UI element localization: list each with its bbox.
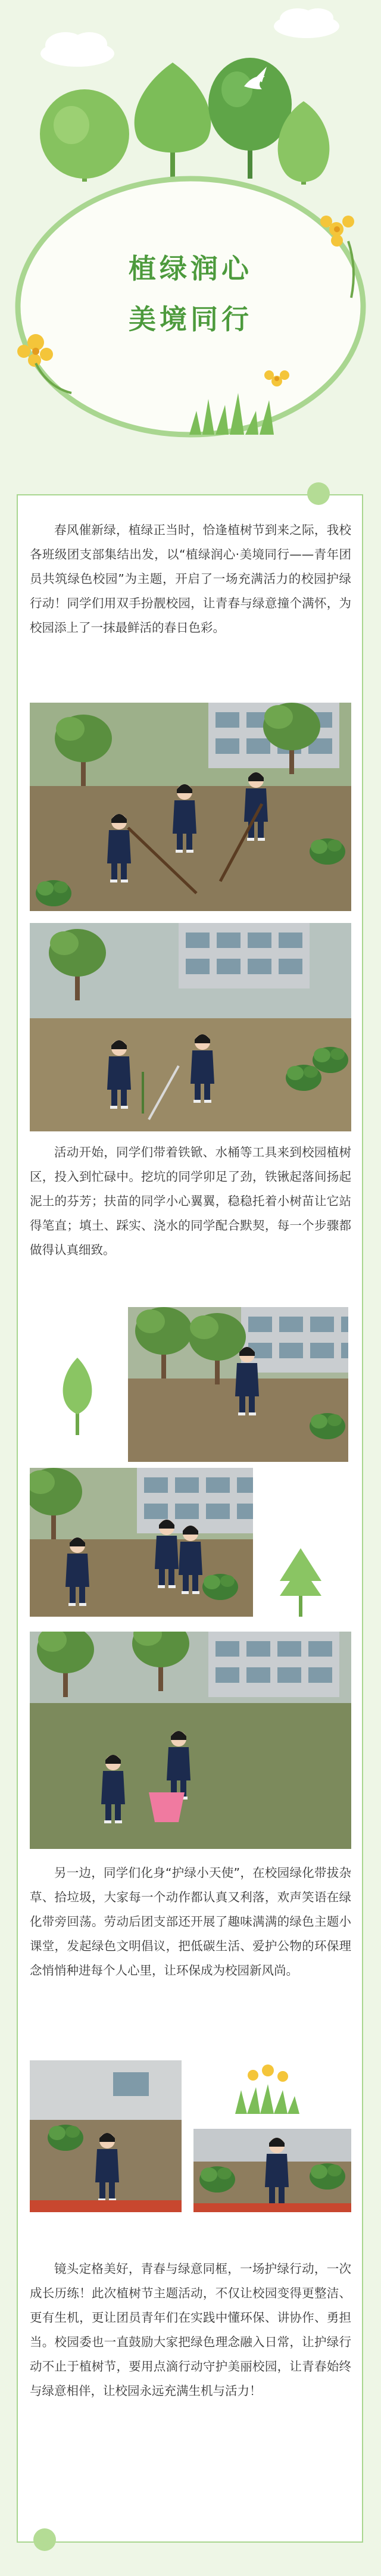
page-title-line2: 美境同行	[129, 303, 252, 335]
photo-digging	[30, 703, 351, 911]
photo-team	[30, 1468, 253, 1617]
intro-paragraph: 春风催新绿，植绿正当时，恰逢植树节到来之际，我校各班级团支部集结出发，以“植绿润心·美境同行——青年团员共筑绿色校园”为主题，开启了一场充满活力的校园护绿行动！同学们用双手扮靓校园，让青春与绿意撞个满怀，为校园添上了一抹最鲜活的春日色彩。	[30, 523, 351, 635]
cloud-icon	[274, 8, 339, 38]
tree-icon	[40, 89, 129, 182]
photo-planting	[30, 923, 351, 1131]
flower-icon	[235, 2063, 301, 2119]
photo-tending	[30, 2060, 182, 2212]
card-corner-dot	[33, 2528, 56, 2551]
hero-banner	[0, 0, 381, 464]
tree-icon	[135, 63, 211, 179]
photo-watering	[128, 1307, 348, 1462]
closing-paragraph: 镜头定格美好，青春与绿意同框，一场护绿行动，一次成长历练！此次植树节主题活动，不仅让校园变得更整洁、更有生机，更让团员青年们在实践中懂环保、讲协作、勇担当。校园委也一直鼓励大家把绿色理念融入日常，让护绿行动不止于植树节，要用点滴行动守护美丽校园，让青春始终与绿意相伴，让校园永远充满生机与活力！	[30, 2262, 351, 2398]
activity-paragraph: 活动开始，同学们带着铁锨、水桶等工具来到校园植树区，投入到忙碌中。挖坑的同学卯足了劲，铁锹起落间扬起泥土的芬芳；扶苗的同学小心翼翼，稳稳托着小树苗让它站得笔直；填土、踩实、浇水的同学配合默契，每一个步骤都做得认真细致。	[30, 1145, 351, 1257]
tree-icon	[277, 1548, 324, 1619]
card-corner-dot	[307, 482, 330, 505]
cleanup-paragraph: 另一边，同学们化身“护绿小天使”，在校园绿化带拔杂草、拾垃圾，大家每一个动作都认真又利落，欢声笑语在绿化带旁回荡。劳动后团支部还开展了趣味满满的绿色主题小课堂，发起绿色文明倡议，把低碳生活、爱护公物的环保理念悄悄种进每个人心里，让环保成为校园新风尚。	[30, 1866, 351, 1978]
tree-icon	[57, 1358, 98, 1437]
tree-icon	[208, 58, 292, 179]
page-title-line1: 植绿润心	[129, 252, 252, 285]
photo-bucket	[30, 1632, 351, 1849]
cloud-icon	[40, 32, 114, 67]
photo-weeding	[193, 2129, 351, 2212]
